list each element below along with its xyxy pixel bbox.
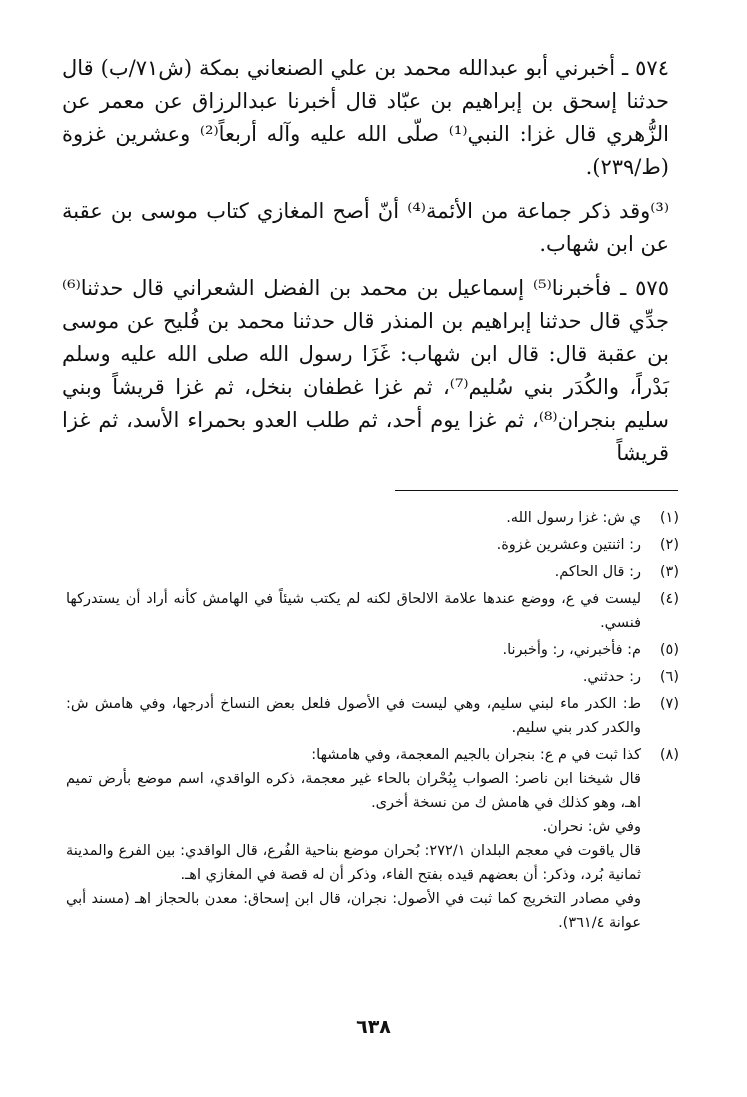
footnote-5 [66, 638, 679, 662]
footnote-number: (٦) [659, 669, 679, 685]
footnote-text: وفي ش: نحران. [542, 819, 641, 835]
footnote-7 [66, 692, 679, 740]
footnote-text: م: فأخبرني، ر: وأخبرنا. [502, 642, 641, 658]
footnote-number: (٢) [659, 537, 679, 553]
footnote-3 [66, 560, 679, 584]
footnote-text: ر: قال الحاكم. [554, 564, 641, 580]
footnote-number: (٣) [659, 564, 679, 580]
footnote-number: (٤) [659, 591, 679, 607]
paragraph-575: ٥٧٥ ـ فأخبرنا⁽⁵⁾ إسماعيل بن محمد بن الفضل الشعراني قال حدثنا⁽⁶⁾ جدِّي قال حدثنا إبراهيم بن المنذر قال حدثنا محمد بن فُليح عن موسى بن عقبة قال: قال ابن شهاب: غَزَا رسول الله صلى الله عليه وسلم بَدْراً، والكُدَر بني سُليم⁽⁷⁾، ثم غزا غطفان بنخل، ثم غزا قريشاً وبني سليم بنجران⁽⁸⁾، ثم غزا يوم أحد، ثم طلب العدو بحمراء الأسد، ثم غزا قريشاً [62, 276, 669, 465]
footnote-number: (٧) [659, 696, 679, 712]
footnote-2 [66, 533, 679, 557]
footnote-6 [66, 665, 679, 689]
footnote-text: ليست في ع، ووضع عندها علامة الالحاق لكنه لم يكتب شيئاً في الهامش كأنه أراد أن يستدركها فنسي. [66, 591, 641, 631]
footnote-number: (٥) [659, 642, 679, 658]
footnote-4 [66, 587, 679, 635]
footnote-text: قال شيخنا ابن ناصر: الصواب بِبُحْران بالحاء غير معجمة، ذكره الواقدي، اسم موضع بأرض تميم اهـ، وهو كذلك في هامش ك من نسخة أخرى. [66, 771, 641, 811]
footnote-text: ط: الكدر ماء لبني سليم، وهي ليست في الأصول فلعل بعض النساخ أدرجها، وفي هامش ش: والكدر كدر بني سليم. [66, 696, 641, 736]
footnote-text: قال ياقوت في معجم البلدان ٢٧٢/١: بُحران موضع بناحية الفُرع، قال الواقدي: بين الفرع والمدينة ثمانية بُرد، وذكر: أن بعضهم قيده بفتح الفاء، وذكر أن له قصة في المغازي اهـ. [66, 843, 642, 883]
footnote-text: وفي مصادر التخريج كما ثبت في الأصول: نجران، قال ابن إسحاق: معدن بالحجاز اهـ (مسند أبي عوانة ٣٦١/٤). [66, 891, 641, 931]
footnote-number: (٨) [659, 747, 679, 763]
footnote-8 [66, 743, 679, 935]
paragraph-574: ٥٧٤ ـ أخبرني أبو عبدالله محمد بن علي الصنعاني بمكة (ش٧١/ب) قال حدثنا إسحق بن إبراهيم بن عبّاد قال أخبرنا عبدالرزاق عن معمر عن الزُّهري قال غزا: النبي⁽¹⁾ صلّى الله عليه وآله أربعاً⁽²⁾ وعشرين غزوة (ط/٢٣٩). [62, 56, 669, 179]
footnotes [66, 506, 679, 938]
footnote-1 [66, 506, 679, 530]
main-text [62, 52, 669, 481]
footnote-separator [395, 490, 678, 491]
page-number: ٦٣٨ [356, 1016, 391, 1038]
footnote-text: ي ش: غزا رسول الله. [506, 510, 641, 526]
paragraph-note: ⁽³⁾وقد ذكر جماعة من الأئمة⁽⁴⁾ أنّ أصح المغازي كتاب موسى بن عقبة عن ابن شهاب. [62, 199, 669, 256]
footnote-text: ر: اثنتين وعشرين غزوة. [496, 537, 641, 553]
footnote-number: (١) [659, 510, 679, 526]
footnote-text: كذا ثبت في م ع: بنجران بالجيم المعجمة، وفي هامشها: [311, 747, 641, 763]
footnote-text: ر: حدثني. [582, 669, 641, 685]
